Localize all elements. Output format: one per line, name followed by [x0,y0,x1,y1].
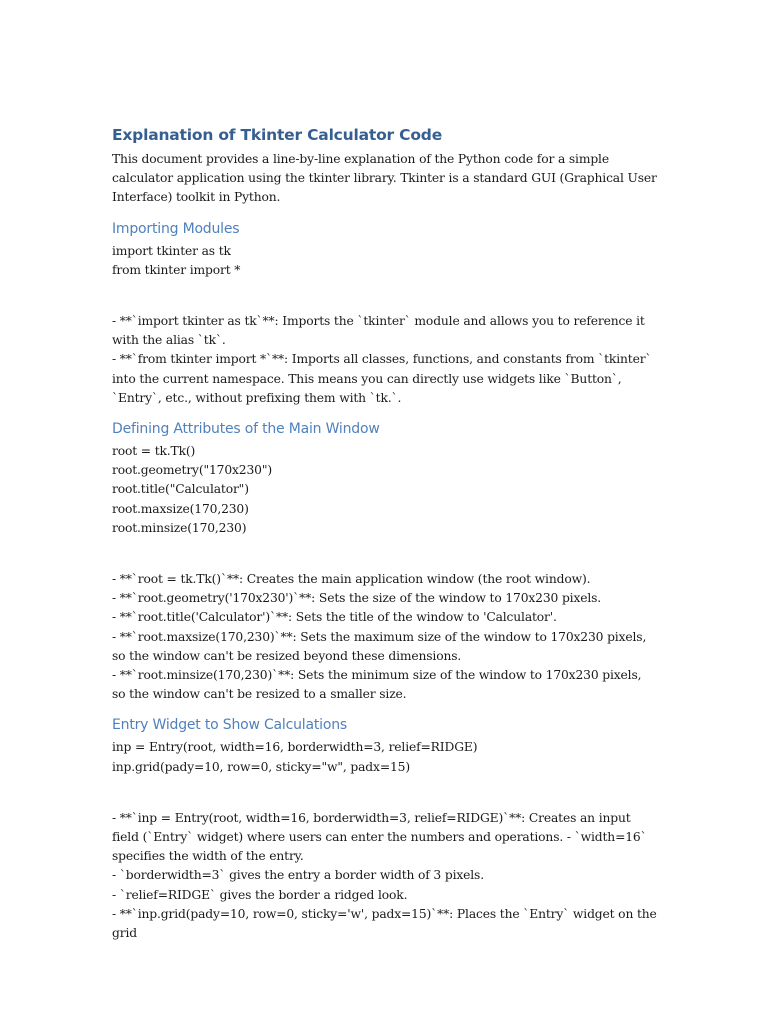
code-line: from tkinter import * [112,262,241,277]
explanation-line: - **`root.geometry('170x230')`**: Sets the size of the window to 170x230 pixels. [112,591,602,606]
code-line: inp = Entry(root, width=16, borderwidth=3, relief=RIDGE) [112,740,478,755]
code-line: import tkinter as tk [112,243,231,258]
section-heading-main-window: Defining Attributes of the Main Window [112,421,380,438]
explanation-line: - **`inp.grid(pady=10, row=0, sticky='w', padx=15)`**: Places the `Entry` widget on the grid [112,906,657,941]
spacer [112,777,657,809]
section-heading-entry-widget: Entry Widget to Show Calculations [112,717,347,734]
code-line: root.geometry("170x230") [112,463,272,478]
spacer [112,280,657,312]
code-block [112,738,657,776]
code-line: root = tk.Tk() [112,444,196,459]
explanation-line: - **`root.maxsize(170,230)`**: Sets the maximum size of the window to 170x230 pixels, so the window can't be resized beyond these dimensions. [112,629,647,663]
code-block [112,442,657,538]
document-page [112,124,657,943]
document-title: Explanation of Tkinter Calculator Code [112,126,443,144]
code-line: root.minsize(170,230) [112,520,247,535]
code-line: root.title("Calculator") [112,482,249,497]
code-line: inp.grid(pady=10, row=0, sticky="w", padx=15) [112,759,410,774]
explanation-line: - `relief=RIDGE` gives the border a ridged look. [112,887,408,902]
code-line: root.maxsize(170,230) [112,501,249,516]
spacer [112,538,657,570]
intro-paragraph: This document provides a line-by-line explanation of the Python code for a simple calculator application using the tkinter library. Tkinter is a standard GUI (Graphical User Interface) toolkit in Python. [112,152,657,205]
code-block [112,242,657,280]
explanation-line: - **`root = tk.Tk()`**: Creates the main application window (the root window). [112,572,591,587]
section-heading-importing-modules: Importing Modules [112,220,240,237]
explanation-line: - **`import tkinter as tk`**: Imports the `tkinter` module and allows you to reference it with the alias `tk`. [112,314,645,348]
explanation-line: - **`root.minsize(170,230)`**: Sets the minimum size of the window to 170x230 pixels, so the window can't be resized to a smaller size. [112,668,642,702]
explanation-line: - `borderwidth=3` gives the entry a border width of 3 pixels. [112,868,484,883]
explanation-line: - **`inp = Entry(root, width=16, borderwidth=3, relief=RIDGE)`**: Creates an input field (`Entry` widget) where users can enter the numbers and operations. - `width=16` specifies the width of the entry. [112,810,647,864]
explanation-line: - **`root.title('Calculator')`**: Sets the title of the window to 'Calculator'. [112,610,557,625]
explanation-line: - **`from tkinter import *`**: Imports all classes, functions, and constants from `tkinter` into the current namespace. This means you can directly use widgets like `Button`, `Entry`, etc., without prefixing them with `tk.`. [112,352,652,405]
